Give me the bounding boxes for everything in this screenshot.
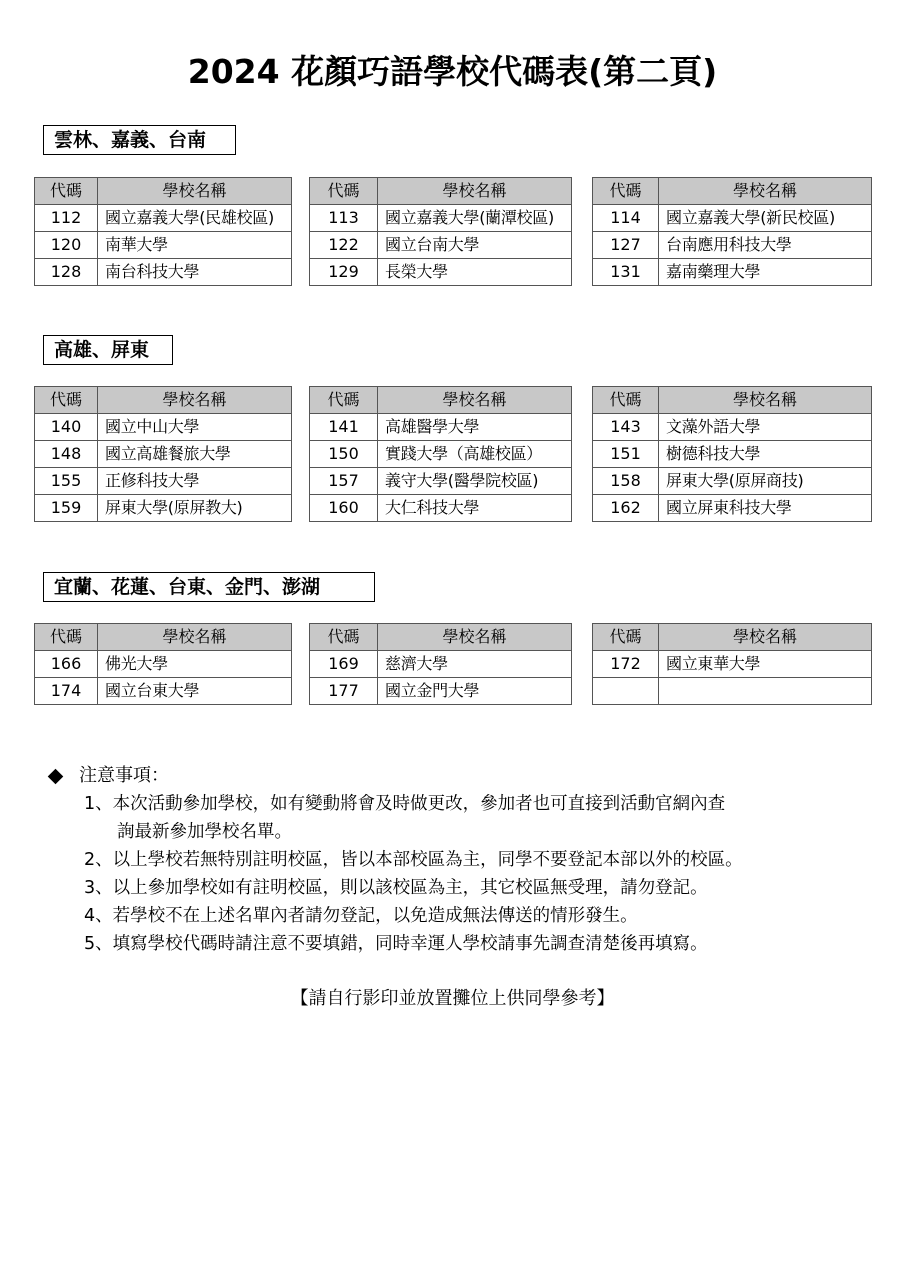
school-name: 國立台南大學 (378, 232, 572, 259)
table-row (593, 441, 872, 468)
table-row (593, 205, 872, 232)
region-label: 雲林、嘉義、台南 (43, 125, 236, 155)
school-code: 162 (593, 495, 659, 522)
name-column-header: 學校名稱 (378, 624, 572, 651)
table-row (310, 205, 572, 232)
table-row (310, 414, 572, 441)
table-row (593, 414, 872, 441)
table-row (593, 468, 872, 495)
school-code: 166 (35, 651, 98, 678)
school-code: 155 (35, 468, 98, 495)
school-name: 正修科技大學 (98, 468, 292, 495)
note-text: 若學校不在上述名單內者請勿登記，以免造成無法傳送的情形發生。 (112, 906, 638, 926)
note-item (84, 874, 876, 902)
note-item (84, 846, 876, 874)
school-code: 172 (593, 651, 659, 678)
school-name: 大仁科技大學 (378, 495, 572, 522)
table-row (35, 232, 292, 259)
table-header-row (310, 624, 572, 651)
table-row (35, 205, 292, 232)
diamond-bullet-icon (48, 768, 64, 784)
school-code: 159 (35, 495, 98, 522)
school-name: 佛光大學 (98, 651, 292, 678)
school-name: 國立台東大學 (98, 678, 292, 705)
note-number: 3、 (84, 878, 113, 898)
table-header-row (35, 178, 292, 205)
school-code: 128 (35, 259, 98, 286)
school-code: 174 (35, 678, 98, 705)
notes-section (46, 762, 876, 958)
note-item (84, 790, 876, 846)
code-column-header: 代碼 (593, 178, 659, 205)
note-number: 1、 (84, 794, 113, 814)
school-name: 國立東華大學 (659, 651, 872, 678)
school-code-table (592, 177, 872, 286)
table-row (593, 678, 872, 705)
school-code: 148 (35, 441, 98, 468)
school-name: 高雄醫學大學 (378, 414, 572, 441)
school-name: 南台科技大學 (98, 259, 292, 286)
table-row (310, 259, 572, 286)
table-header-row (593, 178, 872, 205)
school-code-table (34, 623, 292, 705)
school-name: 國立屏東科技大學 (659, 495, 872, 522)
school-code: 120 (35, 232, 98, 259)
school-code-table (309, 386, 572, 522)
note-number: 5、 (84, 934, 113, 954)
table-header-row (35, 624, 292, 651)
code-column-header: 代碼 (35, 624, 98, 651)
code-column-header: 代碼 (593, 624, 659, 651)
school-code: 113 (310, 205, 378, 232)
table-row (310, 495, 572, 522)
school-name: 文藻外語大學 (659, 414, 872, 441)
school-name: 南華大學 (98, 232, 292, 259)
school-code: 158 (593, 468, 659, 495)
school-code: 150 (310, 441, 378, 468)
school-code: 129 (310, 259, 378, 286)
school-name: 樹德科技大學 (659, 441, 872, 468)
table-header-row (310, 178, 572, 205)
name-column-header: 學校名稱 (98, 387, 292, 414)
notes-heading-row (46, 762, 876, 790)
name-column-header: 學校名稱 (659, 624, 872, 651)
note-text: 以上參加學校如有註明校區，則以該校區為主，其它校區無受理，請勿登記。 (112, 878, 708, 898)
name-column-header: 學校名稱 (659, 387, 872, 414)
region-label: 宜蘭、花蓮、台東、金門、澎湖 (43, 572, 375, 602)
school-name: 國立中山大學 (98, 414, 292, 441)
school-code: 114 (593, 205, 659, 232)
school-code: 157 (310, 468, 378, 495)
table-row (593, 651, 872, 678)
school-name: 國立嘉義大學(蘭潭校區) (378, 205, 572, 232)
school-name: 國立高雄餐旅大學 (98, 441, 292, 468)
school-name: 屏東大學(原屏教大) (98, 495, 292, 522)
school-name: 國立金門大學 (378, 678, 572, 705)
note-number: 4、 (84, 906, 113, 926)
school-name: 屏東大學(原屏商技) (659, 468, 872, 495)
school-code: 151 (593, 441, 659, 468)
table-header-row (310, 387, 572, 414)
code-column-header: 代碼 (310, 387, 378, 414)
table-row (35, 414, 292, 441)
school-code-table (592, 386, 872, 522)
school-code: 141 (310, 414, 378, 441)
code-column-header: 代碼 (310, 624, 378, 651)
school-code: 140 (35, 414, 98, 441)
note-text: 本次活動參加學校，如有變動將會及時做更改，參加者也可直接到活動官網內查 (112, 794, 726, 814)
table-row (593, 259, 872, 286)
code-column-header: 代碼 (593, 387, 659, 414)
school-code: 127 (593, 232, 659, 259)
school-name: 嘉南藥理大學 (659, 259, 872, 286)
note-item (84, 902, 876, 930)
table-row (310, 441, 572, 468)
table-row (35, 651, 292, 678)
school-code: 122 (310, 232, 378, 259)
code-column-header: 代碼 (310, 178, 378, 205)
school-code (593, 678, 659, 705)
school-name: 國立嘉義大學(新民校區) (659, 205, 872, 232)
notes-list (46, 790, 876, 958)
table-row (310, 468, 572, 495)
school-name: 長榮大學 (378, 259, 572, 286)
school-name: 實踐大學（高雄校區） (378, 441, 572, 468)
table-row (35, 441, 292, 468)
name-column-header: 學校名稱 (98, 178, 292, 205)
code-column-header: 代碼 (35, 387, 98, 414)
note-text-continued: 詢最新參加學校名單。 (117, 822, 292, 842)
region-label: 高雄、屏東 (43, 335, 173, 365)
name-column-header: 學校名稱 (659, 178, 872, 205)
table-row (310, 232, 572, 259)
table-row (35, 495, 292, 522)
school-code-table (34, 177, 292, 286)
table-header-row (593, 387, 872, 414)
school-code: 131 (593, 259, 659, 286)
school-name: 義守大學(醫學院校區) (378, 468, 572, 495)
note-text: 填寫學校代碼時請注意不要填錯，同時幸運人學校請事先調查清楚後再填寫。 (112, 934, 708, 954)
school-name: 慈濟大學 (378, 651, 572, 678)
table-row (310, 651, 572, 678)
table-row (35, 678, 292, 705)
note-item (84, 930, 876, 958)
school-code: 177 (310, 678, 378, 705)
school-name: 國立嘉義大學(民雄校區) (98, 205, 292, 232)
school-code: 169 (310, 651, 378, 678)
page-title: 2024 花顏巧語學校代碼表(第二頁) (187, 52, 718, 91)
name-column-header: 學校名稱 (378, 178, 572, 205)
table-row (35, 468, 292, 495)
table-row (35, 259, 292, 286)
name-column-header: 學校名稱 (378, 387, 572, 414)
note-text: 以上學校若無特別註明校區，皆以本部校區為主，同學不要登記本部以外的校區。 (112, 850, 743, 870)
note-number: 2、 (84, 850, 113, 870)
school-code: 143 (593, 414, 659, 441)
table-header-row (593, 624, 872, 651)
table-header-row (35, 387, 292, 414)
footer-note: 【請自行影印並放置攤位上供同學參考】 (290, 988, 615, 1009)
table-row (593, 232, 872, 259)
table-row (593, 495, 872, 522)
school-code-table (309, 177, 572, 286)
school-name: 台南應用科技大學 (659, 232, 872, 259)
school-name (659, 678, 872, 705)
name-column-header: 學校名稱 (98, 624, 292, 651)
school-code: 160 (310, 495, 378, 522)
school-code-table (592, 623, 872, 705)
school-code-table (34, 386, 292, 522)
school-code: 112 (35, 205, 98, 232)
table-row (310, 678, 572, 705)
notes-heading: 注意事項： (79, 765, 169, 786)
school-code-table (309, 623, 572, 705)
code-column-header: 代碼 (35, 178, 98, 205)
